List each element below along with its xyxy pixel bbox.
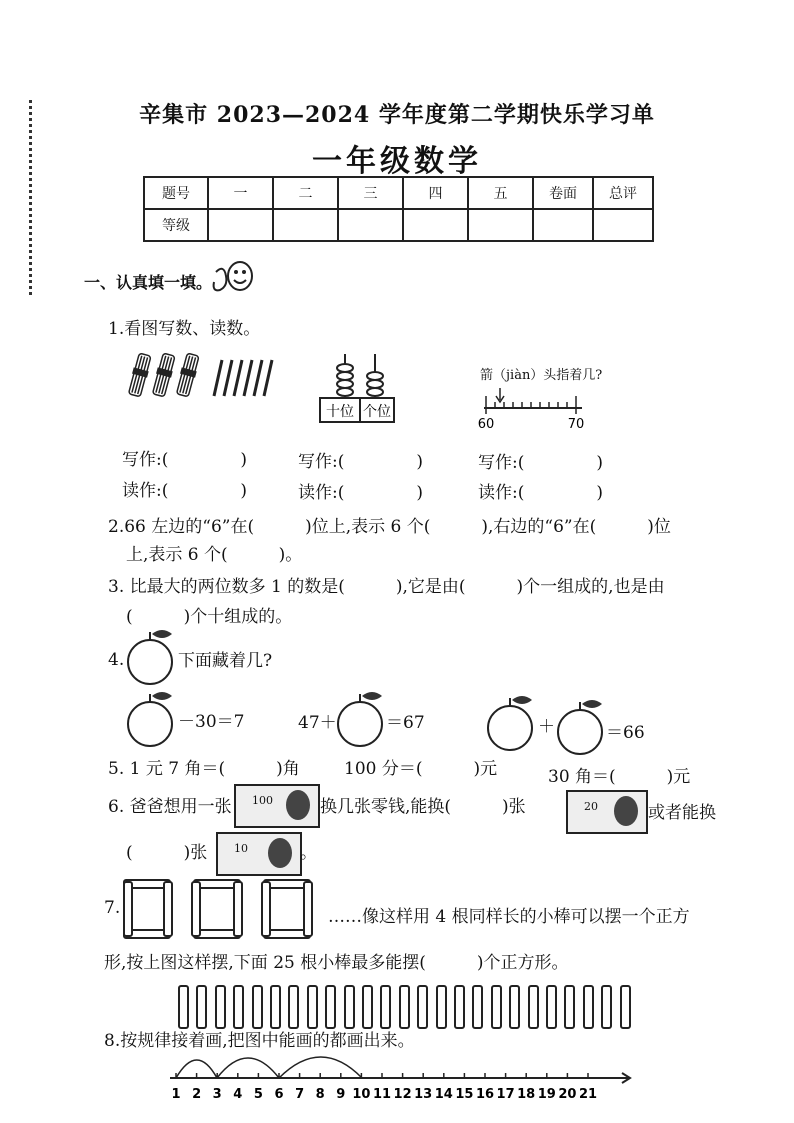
q5-part3: 30 角＝( )元	[548, 767, 691, 787]
tick-label: 18	[517, 1087, 536, 1102]
stick	[325, 985, 336, 1029]
abacus-ones-label: 个位	[363, 404, 391, 420]
grade-input-cell[interactable]	[533, 209, 593, 241]
apple-icon	[124, 628, 180, 686]
tick-label: 20	[558, 1087, 577, 1102]
tick-label: 19	[537, 1087, 556, 1102]
q4-eq3-plus: ＋	[538, 717, 555, 737]
smiley-icon	[210, 260, 258, 296]
stick	[620, 985, 631, 1029]
q7-line2: 形,按上图这样摆,下面 25 根小棒最多能摆( )个正方形。	[104, 953, 569, 973]
q4-eq3-right: ＝66	[606, 723, 645, 743]
grade-input-cell[interactable]	[273, 209, 338, 241]
read-answer-2[interactable]: 读作:( )	[298, 483, 424, 503]
write-answer-2[interactable]: 写作:( )	[298, 452, 424, 472]
binding-margin-dots	[29, 100, 32, 295]
stick	[362, 985, 373, 1029]
q6-part1: 6. 爸爸想用一张	[108, 797, 232, 817]
stick	[564, 985, 575, 1029]
grade-cell: 二	[273, 177, 338, 209]
q6-part4: ( )张	[126, 843, 208, 863]
q4-text: 下面藏着几?	[178, 651, 273, 671]
stick-bundles-icon	[128, 352, 278, 402]
stick	[380, 985, 391, 1029]
stick	[583, 985, 594, 1029]
grade-input-cell[interactable]	[403, 209, 468, 241]
stick-squares-icon	[120, 876, 330, 942]
tick-label: 2	[192, 1087, 202, 1102]
apple-icon	[554, 698, 610, 756]
grade-input-cell[interactable]	[593, 209, 653, 241]
tick-label: 3	[212, 1087, 222, 1102]
apple-icon	[484, 694, 540, 752]
q4-eq1: －30＝7	[178, 712, 245, 732]
tick-label: 12	[393, 1087, 412, 1102]
q7-line1: ……像这样用 4 根同样长的小棒可以摆一个正方	[328, 907, 690, 927]
grade-table-header-row	[144, 177, 653, 209]
stick	[417, 985, 428, 1029]
banknote-100-icon: 100	[234, 784, 320, 828]
grade-cell: 卷面	[533, 177, 593, 209]
q2-line1: 2.66 左边的“6”在( )位上,表示 6 个( ),右边的“6”在( )位	[108, 517, 671, 537]
tick-label: 17	[496, 1087, 515, 1102]
stick	[344, 985, 355, 1029]
tick-label: 1	[171, 1087, 181, 1102]
q2-line2: 上,表示 6 个( )。	[126, 545, 303, 565]
grade-cell: 四	[403, 177, 468, 209]
read-answer-1[interactable]: 读作:( )	[122, 481, 248, 501]
q6-part5: 。	[300, 843, 317, 863]
q3-line2: ( )个十组成的。	[126, 607, 293, 627]
stick	[491, 985, 502, 1029]
tick-label: 21	[578, 1087, 598, 1102]
q4-eq2-right: ＝67	[386, 713, 425, 733]
tick-label: 14	[434, 1087, 453, 1102]
stick	[233, 985, 244, 1029]
q6-part2: 换几张零钱,能换( )张	[320, 797, 526, 817]
stick	[436, 985, 447, 1029]
stick	[546, 985, 557, 1029]
grade-cell: 题号	[144, 177, 208, 209]
exam-subtitle: 一年级数学	[312, 144, 482, 179]
q6-part3: 或者能换	[648, 803, 716, 823]
grade-table	[143, 176, 654, 242]
q4-label: 4.	[108, 650, 125, 670]
stick	[528, 985, 539, 1029]
read-answer-3[interactable]: 读作:( )	[478, 483, 604, 503]
numberline-start: 60	[478, 417, 495, 432]
tick-label: 16	[475, 1087, 495, 1102]
tick-label: 7	[295, 1087, 305, 1102]
arrow-prompt: 箭（jiàn）头指着几?	[480, 368, 603, 383]
section-heading: 一、认真填一填。	[84, 273, 213, 292]
write-answer-1[interactable]: 写作:( )	[122, 450, 248, 470]
q1-text: 1.看图写数、读数。	[108, 319, 261, 339]
stick	[178, 985, 189, 1029]
tick-label: 9	[336, 1087, 346, 1102]
stick	[307, 985, 318, 1029]
apple-icon	[124, 690, 180, 748]
number-line-1-21	[160, 1046, 640, 1106]
grade-table-level-row	[144, 209, 653, 241]
q5-part2: 100 分＝( )元	[344, 759, 498, 779]
tick-label: 15	[455, 1087, 474, 1102]
number-line-60-70	[478, 384, 588, 432]
grade-cell: 三	[338, 177, 403, 209]
grade-input-cell[interactable]	[338, 209, 403, 241]
stick	[270, 985, 281, 1029]
q4-eq2-left: 47＋	[298, 713, 337, 733]
tick-label: 4	[233, 1087, 243, 1102]
tick-label: 10	[352, 1087, 371, 1102]
banknote-10-icon: 10	[216, 832, 302, 876]
stick	[472, 985, 483, 1029]
exam-title: 辛集市 2023—2024 学年度第二学期快乐学习单	[139, 102, 655, 128]
tick-label: 8	[315, 1087, 325, 1102]
q7-label: 7.	[104, 898, 121, 918]
tick-label: 11	[372, 1087, 392, 1102]
abacus-icon	[318, 350, 398, 428]
stick	[252, 985, 263, 1029]
stick	[509, 985, 520, 1029]
grade-input-cell[interactable]	[208, 209, 273, 241]
grade-cell: 五	[468, 177, 533, 209]
grade-cell: 一	[208, 177, 273, 209]
q3-line1: 3. 比最大的两位数多 1 的数是( ),它是由( )个一组成的,也是由	[108, 577, 665, 597]
stick	[399, 985, 410, 1029]
tick-label: 6	[274, 1087, 284, 1102]
stick	[288, 985, 299, 1029]
apple-icon	[334, 690, 390, 748]
abacus-tens-label: 十位	[326, 404, 354, 420]
grade-input-cell[interactable]	[468, 209, 533, 241]
banknote-20-icon: 20	[566, 790, 648, 834]
jump-arc	[217, 1058, 279, 1078]
stick	[454, 985, 465, 1029]
q8-text: 8.按规律接着画,把图中能画的都画出来。	[104, 1031, 415, 1051]
stick	[215, 985, 226, 1029]
grade-cell: 等级	[144, 209, 208, 241]
stick	[601, 985, 612, 1029]
stick	[196, 985, 207, 1029]
write-answer-3[interactable]: 写作:( )	[478, 453, 604, 473]
tick-label: 5	[253, 1087, 263, 1102]
tick-label: 13	[414, 1087, 433, 1102]
q5-part1: 5. 1 元 7 角＝( )角	[108, 759, 300, 779]
numberline-end: 70	[567, 417, 585, 432]
grade-cell: 总评	[593, 177, 653, 209]
